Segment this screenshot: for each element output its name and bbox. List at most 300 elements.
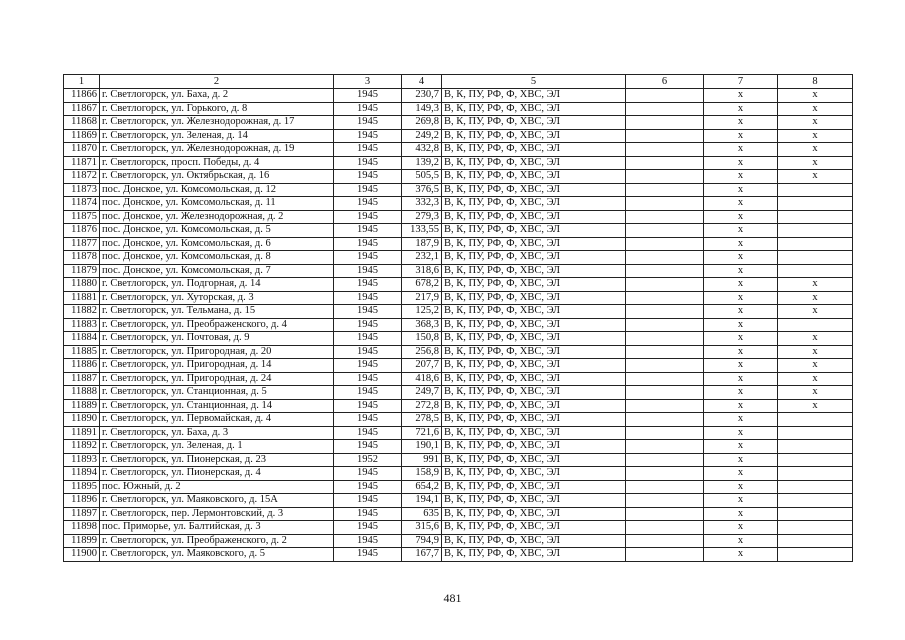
cell-services: В, К, ПУ, РФ, Ф, ХВС, ЭЛ (442, 170, 626, 184)
table-row (64, 183, 853, 197)
cell-column-7-mark: х (704, 264, 778, 278)
cell-services: В, К, ПУ, РФ, Ф, ХВС, ЭЛ (442, 210, 626, 224)
cell-services: В, К, ПУ, РФ, Ф, ХВС, ЭЛ (442, 426, 626, 440)
cell-address: г. Светлогорск, ул. Октябрьская, д. 16 (100, 170, 334, 184)
cell-column-7-mark: х (704, 413, 778, 427)
cell-column-7-mark: х (704, 548, 778, 562)
cell-column-8-mark (778, 183, 853, 197)
cell-record-number: 11881 (64, 291, 100, 305)
table-row (64, 129, 853, 143)
cell-year-built: 1945 (334, 170, 402, 184)
cell-address: пос. Южный, д. 2 (100, 480, 334, 494)
cell-column-8-mark (778, 237, 853, 251)
cell-area: 721,6 (402, 426, 442, 440)
cell-area: 187,9 (402, 237, 442, 251)
cell-record-number: 11895 (64, 480, 100, 494)
cell-services: В, К, ПУ, РФ, Ф, ХВС, ЭЛ (442, 183, 626, 197)
cell-record-number: 11877 (64, 237, 100, 251)
cell-address: г. Светлогорск, ул. Баха, д. 3 (100, 426, 334, 440)
cell-services: В, К, ПУ, РФ, Ф, ХВС, ЭЛ (442, 102, 626, 116)
cell-column-6 (626, 183, 704, 197)
table-row (64, 210, 853, 224)
cell-column-6 (626, 224, 704, 238)
table-row (64, 89, 853, 103)
cell-address: пос. Донское, ул. Комсомольская, д. 11 (100, 197, 334, 211)
cell-address: г. Светлогорск, ул. Баха, д. 2 (100, 89, 334, 103)
cell-area: 269,8 (402, 116, 442, 130)
cell-area: 190,1 (402, 440, 442, 454)
cell-column-8-mark: х (778, 278, 853, 292)
cell-column-8-mark: х (778, 129, 853, 143)
cell-column-7-mark: х (704, 494, 778, 508)
cell-year-built: 1945 (334, 129, 402, 143)
cell-record-number: 11880 (64, 278, 100, 292)
cell-area: 167,7 (402, 548, 442, 562)
cell-services: В, К, ПУ, РФ, Ф, ХВС, ЭЛ (442, 251, 626, 265)
cell-column-8-mark: х (778, 143, 853, 157)
table-row (64, 170, 853, 184)
page-number: 481 (443, 591, 462, 605)
cell-address: г. Светлогорск, ул. Преображенского, д. 4 (100, 318, 334, 332)
cell-column-7-mark: х (704, 143, 778, 157)
cell-year-built: 1945 (334, 156, 402, 170)
cell-column-6 (626, 453, 704, 467)
table-row (64, 224, 853, 238)
table-row (64, 413, 853, 427)
cell-address: пос. Донское, ул. Комсомольская, д. 7 (100, 264, 334, 278)
cell-year-built: 1945 (334, 237, 402, 251)
cell-column-7-mark: х (704, 372, 778, 386)
table-body (64, 75, 853, 562)
cell-year-built: 1945 (334, 548, 402, 562)
cell-year-built: 1945 (334, 372, 402, 386)
header-cell-3: 3 (334, 75, 402, 89)
cell-column-6 (626, 534, 704, 548)
cell-services: В, К, ПУ, РФ, Ф, ХВС, ЭЛ (442, 453, 626, 467)
cell-column-6 (626, 386, 704, 400)
cell-year-built: 1945 (334, 494, 402, 508)
cell-column-7-mark: х (704, 305, 778, 319)
cell-column-7-mark: х (704, 251, 778, 265)
cell-address: г. Светлогорск, ул. Зеленая, д. 14 (100, 129, 334, 143)
cell-area: 318,6 (402, 264, 442, 278)
cell-address: пос. Донское, ул. Комсомольская, д. 8 (100, 251, 334, 265)
cell-area: 505,5 (402, 170, 442, 184)
cell-area: 194,1 (402, 494, 442, 508)
cell-services: В, К, ПУ, РФ, Ф, ХВС, ЭЛ (442, 237, 626, 251)
cell-area: 432,8 (402, 143, 442, 157)
cell-column-8-mark (778, 534, 853, 548)
cell-year-built: 1945 (334, 143, 402, 157)
cell-area: 249,7 (402, 386, 442, 400)
cell-address: г. Светлогорск, ул. Тельмана, д. 15 (100, 305, 334, 319)
cell-column-7-mark: х (704, 291, 778, 305)
cell-column-6 (626, 102, 704, 116)
cell-column-6 (626, 237, 704, 251)
cell-record-number: 11872 (64, 170, 100, 184)
cell-record-number: 11870 (64, 143, 100, 157)
table-row (64, 278, 853, 292)
table-row (64, 197, 853, 211)
cell-column-7-mark: х (704, 399, 778, 413)
cell-area: 150,8 (402, 332, 442, 346)
cell-column-8-mark (778, 467, 853, 481)
cell-record-number: 11866 (64, 89, 100, 103)
cell-column-7-mark: х (704, 386, 778, 400)
table-row (64, 345, 853, 359)
header-cell-6: 6 (626, 75, 704, 89)
cell-area: 158,9 (402, 467, 442, 481)
cell-column-8-mark (778, 480, 853, 494)
cell-services: В, К, ПУ, РФ, Ф, ХВС, ЭЛ (442, 440, 626, 454)
cell-record-number: 11875 (64, 210, 100, 224)
cell-area: 332,3 (402, 197, 442, 211)
cell-column-6 (626, 129, 704, 143)
cell-record-number: 11892 (64, 440, 100, 454)
cell-address: г. Светлогорск, ул. Маяковского, д. 15А (100, 494, 334, 508)
cell-address: г. Светлогорск, ул. Хуторская, д. 3 (100, 291, 334, 305)
table-row (64, 264, 853, 278)
cell-address: пос. Донское, ул. Комсомольская, д. 5 (100, 224, 334, 238)
cell-column-7-mark: х (704, 359, 778, 373)
cell-record-number: 11899 (64, 534, 100, 548)
cell-record-number: 11874 (64, 197, 100, 211)
cell-address: г. Светлогорск, просп. Победы, д. 4 (100, 156, 334, 170)
cell-column-7-mark: х (704, 129, 778, 143)
cell-address: г. Светлогорск, ул. Зеленая, д. 1 (100, 440, 334, 454)
cell-services: В, К, ПУ, РФ, Ф, ХВС, ЭЛ (442, 156, 626, 170)
table-row (64, 102, 853, 116)
cell-services: В, К, ПУ, РФ, Ф, ХВС, ЭЛ (442, 305, 626, 319)
table-row (64, 467, 853, 481)
cell-services: В, К, ПУ, РФ, Ф, ХВС, ЭЛ (442, 129, 626, 143)
cell-column-7-mark: х (704, 170, 778, 184)
cell-column-8-mark (778, 426, 853, 440)
table-row (64, 318, 853, 332)
cell-year-built: 1945 (334, 183, 402, 197)
cell-column-7-mark: х (704, 480, 778, 494)
cell-area: 991 (402, 453, 442, 467)
cell-record-number: 11876 (64, 224, 100, 238)
header-cell-5: 5 (442, 75, 626, 89)
cell-services: В, К, ПУ, РФ, Ф, ХВС, ЭЛ (442, 224, 626, 238)
cell-column-8-mark: х (778, 372, 853, 386)
cell-area: 279,3 (402, 210, 442, 224)
table-row (64, 291, 853, 305)
cell-column-7-mark: х (704, 278, 778, 292)
cell-area: 278,5 (402, 413, 442, 427)
cell-column-8-mark: х (778, 399, 853, 413)
cell-address: г. Светлогорск, ул. Станционная, д. 5 (100, 386, 334, 400)
cell-year-built: 1945 (334, 507, 402, 521)
cell-record-number: 11873 (64, 183, 100, 197)
cell-column-8-mark (778, 494, 853, 508)
cell-record-number: 11869 (64, 129, 100, 143)
cell-column-7-mark: х (704, 197, 778, 211)
cell-column-7-mark: х (704, 224, 778, 238)
cell-column-6 (626, 548, 704, 562)
cell-address: г. Светлогорск, ул. Станционная, д. 14 (100, 399, 334, 413)
table-row (64, 372, 853, 386)
cell-column-7-mark: х (704, 332, 778, 346)
cell-services: В, К, ПУ, РФ, Ф, ХВС, ЭЛ (442, 534, 626, 548)
cell-services: В, К, ПУ, РФ, Ф, ХВС, ЭЛ (442, 399, 626, 413)
cell-column-7-mark: х (704, 116, 778, 130)
cell-services: В, К, ПУ, РФ, Ф, ХВС, ЭЛ (442, 507, 626, 521)
cell-services: В, К, ПУ, РФ, Ф, ХВС, ЭЛ (442, 332, 626, 346)
table-row (64, 305, 853, 319)
cell-year-built: 1945 (334, 210, 402, 224)
table-row (64, 359, 853, 373)
table-row (64, 237, 853, 251)
cell-column-7-mark: х (704, 237, 778, 251)
cell-services: В, К, ПУ, РФ, Ф, ХВС, ЭЛ (442, 386, 626, 400)
cell-address: г. Светлогорск, ул. Железнодорожная, д. 19 (100, 143, 334, 157)
cell-column-8-mark: х (778, 170, 853, 184)
cell-address: г. Светлогорск, ул. Первомайская, д. 4 (100, 413, 334, 427)
table-row (64, 426, 853, 440)
cell-services: В, К, ПУ, РФ, Ф, ХВС, ЭЛ (442, 359, 626, 373)
cell-column-8-mark (778, 318, 853, 332)
cell-area: 232,1 (402, 251, 442, 265)
cell-column-6 (626, 467, 704, 481)
table-row (64, 507, 853, 521)
cell-column-8-mark (778, 264, 853, 278)
cell-record-number: 11886 (64, 359, 100, 373)
cell-services: В, К, ПУ, РФ, Ф, ХВС, ЭЛ (442, 413, 626, 427)
cell-column-7-mark: х (704, 102, 778, 116)
cell-services: В, К, ПУ, РФ, Ф, ХВС, ЭЛ (442, 291, 626, 305)
cell-column-6 (626, 291, 704, 305)
cell-services: В, К, ПУ, РФ, Ф, ХВС, ЭЛ (442, 494, 626, 508)
cell-record-number: 11897 (64, 507, 100, 521)
cell-column-6 (626, 494, 704, 508)
table-row (64, 480, 853, 494)
cell-record-number: 11894 (64, 467, 100, 481)
cell-address: пос. Приморье, ул. Балтийская, д. 3 (100, 521, 334, 535)
cell-column-8-mark: х (778, 291, 853, 305)
table-row (64, 534, 853, 548)
cell-area: 207,7 (402, 359, 442, 373)
cell-address: г. Светлогорск, ул. Пионерская, д. 23 (100, 453, 334, 467)
cell-column-8-mark (778, 453, 853, 467)
cell-year-built: 1945 (334, 413, 402, 427)
cell-column-7-mark: х (704, 453, 778, 467)
table-row (64, 332, 853, 346)
cell-column-6 (626, 359, 704, 373)
cell-area: 678,2 (402, 278, 442, 292)
cell-services: В, К, ПУ, РФ, Ф, ХВС, ЭЛ (442, 143, 626, 157)
table-row (64, 521, 853, 535)
cell-column-8-mark: х (778, 116, 853, 130)
cell-year-built: 1945 (334, 440, 402, 454)
cell-record-number: 11889 (64, 399, 100, 413)
cell-column-6 (626, 372, 704, 386)
cell-column-7-mark: х (704, 89, 778, 103)
cell-year-built: 1945 (334, 332, 402, 346)
cell-column-8-mark (778, 440, 853, 454)
cell-address: г. Светлогорск, пер. Лермонтовский, д. 3 (100, 507, 334, 521)
cell-column-7-mark: х (704, 183, 778, 197)
cell-column-8-mark (778, 197, 853, 211)
cell-address: пос. Донское, ул. Комсомольская, д. 6 (100, 237, 334, 251)
cell-record-number: 11882 (64, 305, 100, 319)
cell-record-number: 11891 (64, 426, 100, 440)
cell-record-number: 11868 (64, 116, 100, 130)
cell-year-built: 1945 (334, 251, 402, 265)
cell-record-number: 11867 (64, 102, 100, 116)
cell-address: г. Светлогорск, ул. Пригородная, д. 14 (100, 359, 334, 373)
header-cell-7: 7 (704, 75, 778, 89)
cell-record-number: 11898 (64, 521, 100, 535)
cell-column-8-mark (778, 413, 853, 427)
cell-address: г. Светлогорск, ул. Преображенского, д. 2 (100, 534, 334, 548)
cell-column-7-mark: х (704, 521, 778, 535)
cell-address: г. Светлогорск, ул. Подгорная, д. 14 (100, 278, 334, 292)
cell-record-number: 11893 (64, 453, 100, 467)
table-row (64, 143, 853, 157)
cell-year-built: 1945 (334, 359, 402, 373)
cell-column-8-mark: х (778, 305, 853, 319)
cell-column-6 (626, 197, 704, 211)
cell-year-built: 1945 (334, 264, 402, 278)
cell-address: г. Светлогорск, ул. Железнодорожная, д. 17 (100, 116, 334, 130)
cell-year-built: 1945 (334, 278, 402, 292)
cell-year-built: 1952 (334, 453, 402, 467)
header-cell-8: 8 (778, 75, 853, 89)
table-row (64, 399, 853, 413)
cell-year-built: 1945 (334, 386, 402, 400)
cell-column-8-mark: х (778, 359, 853, 373)
cell-area: 230,7 (402, 89, 442, 103)
cell-area: 139,2 (402, 156, 442, 170)
cell-column-6 (626, 251, 704, 265)
cell-column-6 (626, 278, 704, 292)
cell-record-number: 11900 (64, 548, 100, 562)
cell-year-built: 1945 (334, 318, 402, 332)
cell-year-built: 1945 (334, 399, 402, 413)
cell-column-8-mark: х (778, 156, 853, 170)
table-row (64, 494, 853, 508)
table-row (64, 453, 853, 467)
header-row (64, 75, 853, 89)
cell-record-number: 11871 (64, 156, 100, 170)
cell-column-8-mark (778, 507, 853, 521)
cell-record-number: 11887 (64, 372, 100, 386)
cell-year-built: 1945 (334, 521, 402, 535)
cell-record-number: 11888 (64, 386, 100, 400)
cell-address: г. Светлогорск, ул. Пригородная, д. 24 (100, 372, 334, 386)
cell-year-built: 1945 (334, 534, 402, 548)
cell-area: 654,2 (402, 480, 442, 494)
table-row (64, 156, 853, 170)
cell-column-7-mark: х (704, 467, 778, 481)
cell-column-6 (626, 345, 704, 359)
cell-column-6 (626, 521, 704, 535)
cell-column-7-mark: х (704, 210, 778, 224)
header-cell-4: 4 (402, 75, 442, 89)
cell-column-8-mark (778, 210, 853, 224)
cell-column-6 (626, 305, 704, 319)
cell-column-6 (626, 143, 704, 157)
cell-year-built: 1945 (334, 480, 402, 494)
cell-services: В, К, ПУ, РФ, Ф, ХВС, ЭЛ (442, 197, 626, 211)
cell-year-built: 1945 (334, 305, 402, 319)
cell-year-built: 1945 (334, 89, 402, 103)
cell-column-8-mark: х (778, 386, 853, 400)
cell-column-6 (626, 89, 704, 103)
cell-column-6 (626, 507, 704, 521)
header-cell-1: 1 (64, 75, 100, 89)
cell-area: 368,3 (402, 318, 442, 332)
cell-area: 272,8 (402, 399, 442, 413)
cell-area: 217,9 (402, 291, 442, 305)
cell-services: В, К, ПУ, РФ, Ф, ХВС, ЭЛ (442, 548, 626, 562)
cell-column-6 (626, 264, 704, 278)
cell-area: 149,3 (402, 102, 442, 116)
cell-column-6 (626, 480, 704, 494)
cell-column-6 (626, 413, 704, 427)
cell-area: 125,2 (402, 305, 442, 319)
cell-column-7-mark: х (704, 318, 778, 332)
cell-record-number: 11890 (64, 413, 100, 427)
cell-column-7-mark: х (704, 156, 778, 170)
cell-year-built: 1945 (334, 426, 402, 440)
cell-services: В, К, ПУ, РФ, Ф, ХВС, ЭЛ (442, 345, 626, 359)
cell-area: 256,8 (402, 345, 442, 359)
cell-services: В, К, ПУ, РФ, Ф, ХВС, ЭЛ (442, 521, 626, 535)
cell-column-8-mark (778, 548, 853, 562)
cell-column-6 (626, 440, 704, 454)
cell-services: В, К, ПУ, РФ, Ф, ХВС, ЭЛ (442, 116, 626, 130)
cell-area: 635 (402, 507, 442, 521)
cell-record-number: 11884 (64, 332, 100, 346)
cell-column-6 (626, 399, 704, 413)
cell-address: г. Светлогорск, ул. Горького, д. 8 (100, 102, 334, 116)
cell-column-6 (626, 210, 704, 224)
cell-area: 794,9 (402, 534, 442, 548)
cell-services: В, К, ПУ, РФ, Ф, ХВС, ЭЛ (442, 264, 626, 278)
cell-year-built: 1945 (334, 197, 402, 211)
cell-column-6 (626, 170, 704, 184)
cell-column-8-mark: х (778, 102, 853, 116)
cell-address: пос. Донское, ул. Комсомольская, д. 12 (100, 183, 334, 197)
cell-column-8-mark: х (778, 345, 853, 359)
cell-column-8-mark (778, 521, 853, 535)
cell-record-number: 11885 (64, 345, 100, 359)
cell-services: В, К, ПУ, РФ, Ф, ХВС, ЭЛ (442, 480, 626, 494)
cell-record-number: 11879 (64, 264, 100, 278)
cell-year-built: 1945 (334, 467, 402, 481)
cell-area: 315,6 (402, 521, 442, 535)
cell-year-built: 1945 (334, 345, 402, 359)
cell-column-8-mark (778, 224, 853, 238)
cell-column-8-mark: х (778, 332, 853, 346)
cell-column-6 (626, 332, 704, 346)
cell-column-7-mark: х (704, 534, 778, 548)
cell-area: 418,6 (402, 372, 442, 386)
cell-record-number: 11878 (64, 251, 100, 265)
cell-year-built: 1945 (334, 116, 402, 130)
cell-column-7-mark: х (704, 345, 778, 359)
cell-year-built: 1945 (334, 291, 402, 305)
table-row (64, 386, 853, 400)
cell-area: 133,55 (402, 224, 442, 238)
table-row (64, 548, 853, 562)
cell-column-6 (626, 156, 704, 170)
table-row (64, 440, 853, 454)
cell-record-number: 11896 (64, 494, 100, 508)
